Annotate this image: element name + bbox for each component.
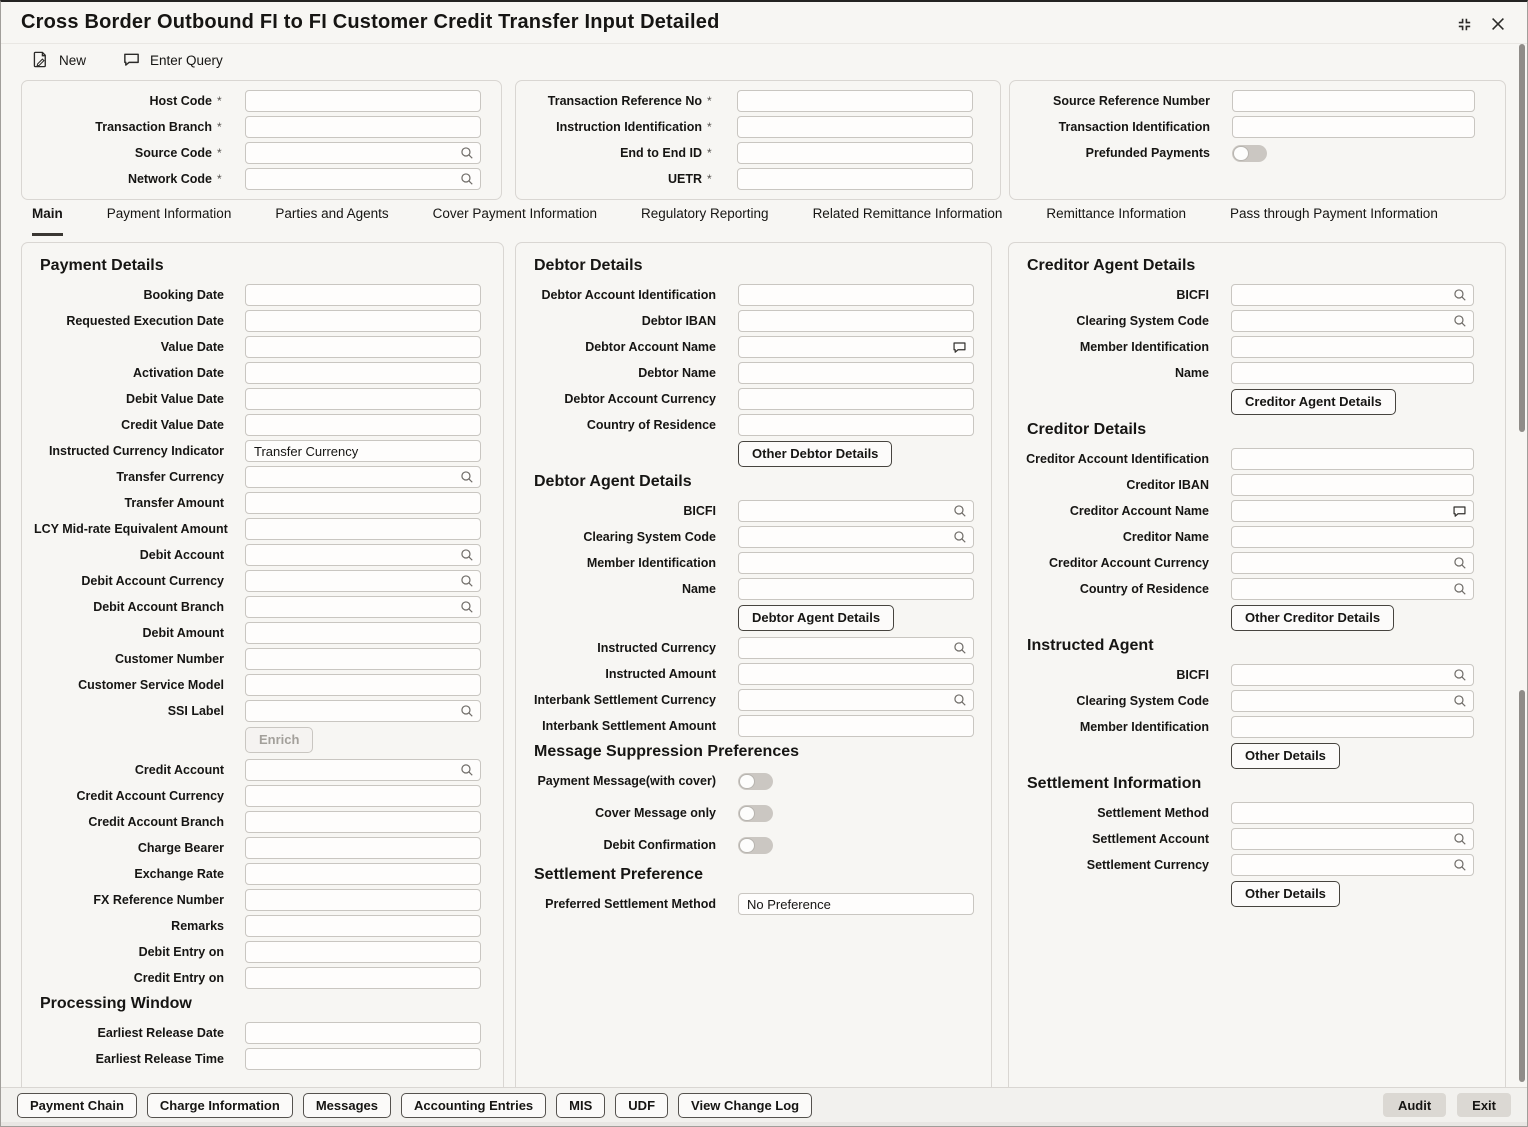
creditor-agent-details-clearing-system-code-field[interactable] [1231,310,1474,332]
debtor-agent-details-interbank-settlement-amount-label: Interbank Settlement Amount [542,719,716,733]
required-marker: * [217,172,222,186]
search-icon[interactable] [1453,314,1467,328]
payment-details-customer-number-label: Customer Number [114,652,224,666]
message-suppression-preferences-cover-message-only-label: Cover Message only [595,806,716,820]
payment-details-customer-service-model-label: Customer Service Model [78,678,224,692]
enter-query-button-label: Enter Query [150,53,223,68]
settlement-information-settlement-currency-label: Settlement Currency [1086,858,1209,872]
creditor-details-other-creditor-details-button[interactable]: Other Creditor Details [1231,605,1394,631]
creditor-details-creditor-account-currency-label: Creditor Account Currency [1049,556,1209,570]
required-marker: * [707,120,712,134]
payment-details-section-title: Payment Details [40,257,164,274]
instructed-agent-bicfi-label: BICFI [1176,668,1209,682]
header-source-source-reference-number-label: Source Reference Number [1052,94,1210,108]
header-reference-transaction-reference-no-label: Transaction Reference No [547,94,702,108]
payment-details-transfer-amount-field[interactable] [245,492,481,514]
chat-bubble-icon [122,50,141,72]
debtor-details-debtor-account-currency-field[interactable] [738,388,974,410]
payment-details-debit-value-date-label: Debit Value Date [126,392,224,406]
payment-details-requested-execution-date-field[interactable] [245,310,481,332]
debtor-agent-details-interbank-settlement-amount-field[interactable] [738,715,974,737]
creditor-details-creditor-account-name-field[interactable] [1231,500,1474,522]
message-suppression-preferences-section-title: Message Suppression Preferences [534,743,800,760]
processing-window-section-title: Processing Window [40,995,192,1012]
payment-details-credit-account-currency-field[interactable] [245,785,481,807]
footer-action-bar [1,1087,1527,1122]
search-icon[interactable] [460,574,474,588]
debtor-details-debtor-account-name-field[interactable] [738,336,974,358]
payment-details-credit-account-field[interactable] [245,759,481,781]
search-icon[interactable] [1453,858,1467,872]
restore-icon[interactable] [1453,13,1475,35]
processing-window-earliest-release-date-field[interactable] [245,1022,481,1044]
header-transaction-host-code-label: Host Code [149,94,212,108]
payment-details-requested-execution-date-label: Requested Execution Date [66,314,224,328]
payment-details-ssi-label-label: SSI Label [167,704,224,718]
processing-window-earliest-release-time-label: Earliest Release Time [95,1052,224,1066]
search-icon[interactable] [1453,832,1467,846]
debtor-details-debtor-iban-field[interactable] [738,310,974,332]
payment-details-customer-service-model-field[interactable] [245,674,481,696]
tab-pass-through-payment-information[interactable]: Pass through Payment Information [1229,206,1438,221]
required-marker: * [217,94,222,108]
tab-bar [1,206,1527,236]
debtor-agent-details-debtor-agent-details-button[interactable]: Debtor Agent Details [738,605,894,631]
creditor-agent-details-member-identification-field[interactable] [1231,336,1474,358]
tab-related-remittance-information[interactable]: Related Remittance Information [812,206,1003,221]
search-icon[interactable] [460,763,474,777]
search-icon[interactable] [953,641,967,655]
udf-button[interactable]: UDF [615,1093,668,1118]
debtor-agent-details-interbank-settlement-currency-label: Interbank Settlement Currency [534,693,716,707]
settlement-preference-section-title: Settlement Preference [534,866,703,883]
payment-details-exchange-rate-label: Exchange Rate [134,867,224,881]
search-icon[interactable] [460,172,474,186]
payment-details-debit-account-label: Debit Account [139,548,224,562]
payment-details-panel [21,242,504,1088]
search-icon[interactable] [1453,288,1467,302]
tab-payment-information[interactable]: Payment Information [106,206,232,221]
settlement-information-settlement-account-field[interactable] [1231,828,1474,850]
debtor-agent-details-clearing-system-code-label: Clearing System Code [583,530,716,544]
header-source-prefunded-payments-toggle[interactable] [1232,145,1267,162]
payment-details-transfer-currency-field[interactable] [245,466,481,488]
creditor-details-country-of-residence-field[interactable] [1231,578,1474,600]
header-transaction-source-code-field[interactable] [245,142,481,164]
payment-details-exchange-rate-field[interactable] [245,863,481,885]
header-source-source-reference-number-field[interactable] [1232,90,1475,112]
header-reference-end-to-end-id-field[interactable] [737,142,973,164]
search-icon[interactable] [953,504,967,518]
search-icon[interactable] [953,530,967,544]
creditor-details-creditor-account-name-label: Creditor Account Name [1069,504,1209,518]
header-transaction-transaction-branch-field[interactable] [245,116,481,138]
payment-details-debit-entry-on-label: Debit Entry on [138,945,224,959]
header-source-transaction-identification-field[interactable] [1232,116,1475,138]
instructed-agent-member-identification-label: Member Identification [1079,720,1209,734]
header-reference-instruction-identification-field[interactable] [737,116,973,138]
header-panel-reference [515,80,1001,200]
payment-details-debit-value-date-field[interactable] [245,388,481,410]
scrollbar-thumb-top[interactable] [1519,44,1525,432]
title-bar [1,2,1527,44]
payment-details-activation-date-label: Activation Date [133,366,224,380]
debtor-agent-details-member-identification-label: Member Identification [586,556,716,570]
required-marker: * [217,120,222,134]
payment-details-charge-bearer-field[interactable] [245,837,481,859]
tab-remittance-information[interactable]: Remittance Information [1046,206,1186,221]
header-reference-uetr-field[interactable] [737,168,973,190]
mis-button[interactable]: MIS [556,1093,605,1118]
instructed-agent-bicfi-field[interactable] [1231,664,1474,686]
audit-button[interactable]: Audit [1383,1093,1446,1117]
creditor-details-creditor-account-currency-field[interactable] [1231,552,1474,574]
payment-details-credit-value-date-label: Credit Value Date [121,418,224,432]
payment-details-credit-account-branch-label: Credit Account Branch [88,815,224,829]
debtor-agent-details-member-identification-field[interactable] [738,552,974,574]
header-source-prefunded-payments-label: Prefunded Payments [1085,146,1210,160]
payment-details-debit-account-field[interactable] [245,544,481,566]
creditor-agent-details-bicfi-label: BICFI [1176,288,1209,302]
payment-details-credit-entry-on-label: Credit Entry on [133,971,224,985]
debtor-agent-details-instructed-amount-label: Instructed Amount [605,667,716,681]
debtor-agent-details-instructed-currency-field[interactable] [738,637,974,659]
settlement-information-section-title: Settlement Information [1027,775,1202,792]
payment-details-ssi-label-field[interactable] [245,700,481,722]
new-document-icon [31,50,50,72]
payment-details-enrich-button[interactable]: Enrich [245,727,313,753]
payment-details-credit-account-label: Credit Account [134,763,224,777]
tab-main[interactable]: Main [32,206,63,236]
debtor-details-panel [515,242,992,1088]
payment-details-value-date-label: Value Date [160,340,224,354]
debtor-agent-details-name-label: Name [681,582,716,596]
debtor-details-other-debtor-details-button[interactable]: Other Debtor Details [738,441,892,467]
payment-details-debit-account-branch-field[interactable] [245,596,481,618]
header-transaction-transaction-branch-label: Transaction Branch [95,120,212,134]
debtor-details-debtor-account-name-label: Debtor Account Name [585,340,716,354]
message-suppression-preferences-debit-confirmation-label: Debit Confirmation [603,838,716,852]
creditor-agent-details-creditor-agent-details-button[interactable]: Creditor Agent Details [1231,389,1396,415]
page-title: Cross Border Outbound FI to FI Customer Credit Transfer Input Detailed [21,11,720,33]
search-icon[interactable] [953,693,967,707]
payment-details-debit-account-branch-label: Debit Account Branch [93,600,224,614]
payment-details-remarks-label: Remarks [171,919,224,933]
required-marker: * [217,146,222,160]
creditor-agent-details-bicfi-field[interactable] [1231,284,1474,306]
payment-details-debit-account-currency-label: Debit Account Currency [81,574,224,588]
debtor-agent-details-instructed-amount-field[interactable] [738,663,974,685]
toggle-knob [1233,146,1249,161]
tab-regulatory-reporting[interactable]: Regulatory Reporting [640,206,769,221]
debtor-agent-details-interbank-settlement-currency-field[interactable] [738,689,974,711]
toggle-knob [739,806,755,821]
payment-details-fx-reference-number-label: FX Reference Number [93,893,224,907]
creditor-agent-details-member-identification-label: Member Identification [1079,340,1209,354]
creditor-details-country-of-residence-label: Country of Residence [1079,582,1209,596]
message-suppression-preferences-cover-message-only-toggle[interactable] [738,805,773,822]
debtor-details-debtor-iban-label: Debtor IBAN [641,314,716,328]
header-source-transaction-identification-label: Transaction Identification [1058,120,1210,134]
search-icon[interactable] [1453,556,1467,570]
message-suppression-preferences-payment-message-with-cover-label: Payment Message(with cover) [537,774,716,788]
header-reference-transaction-reference-no-field[interactable] [737,90,973,112]
instructed-agent-other-details-button[interactable]: Other Details [1231,743,1340,769]
payment-details-credit-value-date-field[interactable] [245,414,481,436]
creditor-details-creditor-iban-label: Creditor IBAN [1126,478,1209,492]
payment-details-booking-date-field[interactable] [245,284,481,306]
payment-details-credit-account-branch-field[interactable] [245,811,481,833]
header-reference-instruction-identification-label: Instruction Identification [556,120,702,134]
search-icon[interactable] [460,600,474,614]
header-transaction-host-code-field[interactable] [245,90,481,112]
debtor-agent-details-name-field[interactable] [738,578,974,600]
charge-information-button[interactable]: Charge Information [147,1093,293,1118]
message-suppression-preferences-payment-message-with-cover-toggle[interactable] [738,773,773,790]
header-reference-end-to-end-id-label: End to End ID [620,146,702,160]
toggle-knob [739,838,755,853]
vertical-scrollbar[interactable] [1519,44,1526,1087]
settlement-information-other-details-button[interactable]: Other Details [1231,881,1340,907]
comment-bubble-icon[interactable] [1452,504,1467,519]
processing-window-earliest-release-time-field[interactable] [245,1048,481,1070]
debtor-agent-details-section-title: Debtor Agent Details [534,473,692,490]
creditor-details-creditor-account-identification-label: Creditor Account Identification [1026,452,1209,466]
required-marker: * [707,146,712,160]
search-icon[interactable] [1453,582,1467,596]
instructed-agent-clearing-system-code-field[interactable] [1231,690,1474,712]
settlement-preference-preferred-settlement-method-field[interactable] [738,893,974,915]
search-icon[interactable] [460,704,474,718]
creditor-details-creditor-name-label: Creditor Name [1122,530,1209,544]
search-icon[interactable] [460,146,474,160]
payment-details-lcy-mid-rate-equivalent-amount-field[interactable] [245,518,481,540]
search-icon[interactable] [460,548,474,562]
header-transaction-network-code-field[interactable] [245,168,481,190]
creditor-details-section-title: Creditor Details [1027,421,1147,438]
payment-details-customer-number-field[interactable] [245,648,481,670]
payment-details-credit-account-currency-label: Credit Account Currency [76,789,224,803]
creditor-details-creditor-name-field[interactable] [1231,526,1474,548]
instructed-agent-clearing-system-code-label: Clearing System Code [1076,694,1209,708]
payment-details-instructed-currency-indicator-field[interactable] [245,440,481,462]
debtor-details-country-of-residence-label: Country of Residence [586,418,716,432]
settlement-information-settlement-currency-field[interactable] [1231,854,1474,876]
creditor-details-creditor-iban-field[interactable] [1231,474,1474,496]
enter-query-button[interactable] [122,50,223,72]
header-reference-uetr-label: UETR [667,172,702,186]
tab-parties-and-agents[interactable]: Parties and Agents [275,206,389,221]
search-icon[interactable] [1453,668,1467,682]
messages-button[interactable]: Messages [303,1093,391,1118]
payment-details-transfer-amount-label: Transfer Amount [124,496,224,510]
debtor-agent-details-bicfi-field[interactable] [738,500,974,522]
search-icon[interactable] [460,470,474,484]
footer-right-group [1372,1093,1511,1117]
creditor-details-panel [1008,242,1506,1088]
settlement-preference-preferred-settlement-method-label: Preferred Settlement Method [545,897,716,911]
debtor-details-debtor-name-field[interactable] [738,362,974,384]
header-transaction-network-code-label: Network Code [127,172,212,186]
payment-details-debit-amount-field[interactable] [245,622,481,644]
payment-details-value-date-field[interactable] [245,336,481,358]
settlement-information-settlement-account-label: Settlement Account [1092,832,1209,846]
scrollbar-thumb-bottom[interactable] [1519,690,1525,1082]
window-bottom-strip [1,1122,1527,1127]
creditor-agent-details-name-field[interactable] [1231,362,1474,384]
payment-details-debit-account-currency-field[interactable] [245,570,481,592]
header-panel-transaction [21,80,502,200]
payment-details-debit-amount-label: Debit Amount [142,626,224,640]
toolbar [1,44,1527,77]
creditor-agent-details-clearing-system-code-label: Clearing System Code [1076,314,1209,328]
new-button[interactable] [31,50,86,72]
processing-window-earliest-release-date-label: Earliest Release Date [97,1026,224,1040]
debtor-agent-details-bicfi-label: BICFI [683,504,716,518]
exit-button[interactable]: Exit [1457,1093,1511,1117]
new-button-label: New [59,53,87,68]
creditor-agent-details-name-label: Name [1174,366,1209,380]
debtor-details-debtor-account-identification-label: Debtor Account Identification [541,288,716,302]
payment-details-activation-date-field[interactable] [245,362,481,384]
header-panel-source [1009,80,1506,200]
payment-details-remarks-field[interactable] [245,915,481,937]
creditor-details-creditor-account-identification-field[interactable] [1231,448,1474,470]
payment-details-instructed-currency-indicator-label: Instructed Currency Indicator [48,444,224,458]
payment-details-credit-entry-on-field[interactable] [245,967,481,989]
payment-details-booking-date-label: Booking Date [143,288,224,302]
header-transaction-source-code-label: Source Code [134,146,212,160]
instructed-agent-section-title: Instructed Agent [1027,637,1154,654]
required-marker: * [707,94,712,108]
payment-chain-button[interactable]: Payment Chain [17,1093,137,1118]
message-suppression-preferences-debit-confirmation-toggle[interactable] [738,837,773,854]
creditor-agent-details-section-title: Creditor Agent Details [1027,257,1196,274]
search-icon[interactable] [1453,694,1467,708]
debtor-details-section-title: Debtor Details [534,257,643,274]
comment-bubble-icon[interactable] [952,340,967,355]
debtor-details-debtor-name-label: Debtor Name [638,366,716,380]
payment-details-debit-entry-on-field[interactable] [245,941,481,963]
toggle-knob [739,774,755,789]
debtor-agent-details-instructed-currency-label: Instructed Currency [597,641,716,655]
payment-details-transfer-currency-label: Transfer Currency [116,470,224,484]
payment-details-charge-bearer-label: Charge Bearer [137,841,224,855]
settlement-information-settlement-method-field[interactable] [1231,802,1474,824]
view-change-log-button[interactable]: View Change Log [678,1093,812,1118]
debtor-details-debtor-account-currency-label: Debtor Account Currency [564,392,716,406]
accounting-entries-button[interactable]: Accounting Entries [401,1093,546,1118]
window-controls [1453,13,1509,35]
tab-cover-payment-information[interactable]: Cover Payment Information [432,206,597,221]
debtor-details-debtor-account-identification-field[interactable] [738,284,974,306]
payment-details-fx-reference-number-field[interactable] [245,889,481,911]
debtor-details-country-of-residence-field[interactable] [738,414,974,436]
required-marker: * [707,172,712,186]
close-icon[interactable] [1487,13,1509,35]
payment-details-lcy-mid-rate-equivalent-amount-label: LCY Mid-rate Equivalent Amount [34,522,228,536]
debtor-agent-details-clearing-system-code-field[interactable] [738,526,974,548]
settlement-information-settlement-method-label: Settlement Method [1097,806,1209,820]
instructed-agent-member-identification-field[interactable] [1231,716,1474,738]
